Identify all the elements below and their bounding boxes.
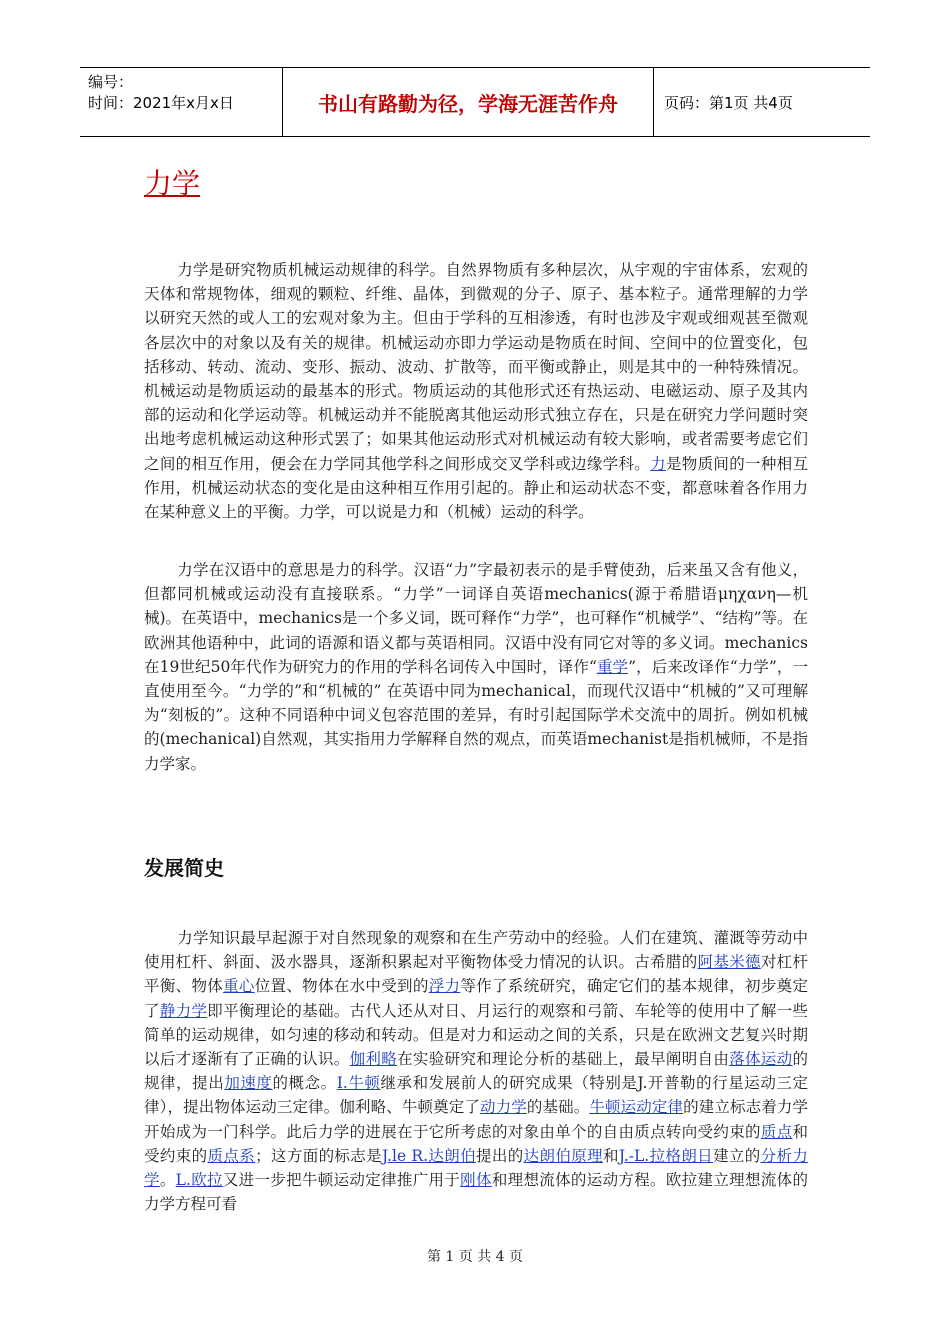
history-text: 和 — [602, 1146, 619, 1165]
header-page-label: 页码：第1页 共4页 — [664, 93, 793, 112]
page-footer: 第 1 页 共 4 页 — [426, 1249, 524, 1265]
history-text: 在实验研究和理论分析的基础上，最早阐明自由 — [397, 1050, 730, 1069]
history-text: 力学知识最早起源于对自然现象的观察和在生产劳动中的经验。人们在建筑、灌溉等劳动中使用杠杆、斜面、汲水器具，逐渐积累起对平衡物体受力情况的认识。古希腊的 — [144, 929, 808, 972]
history-text: 的建立标志着力学开始成为一门科学。此后力学的进展在于它所考虑的对象由单个的自由质点转向受约束的 — [144, 1098, 808, 1141]
link-center-of-gravity[interactable]: 重心 — [223, 977, 255, 996]
header-meta — [80, 68, 282, 136]
link-statics[interactable]: 静力学 — [159, 1001, 208, 1020]
intro-p2-text-a: 力学在汉语中的意思是力的科学。汉语“力”字最初表示的是手臂使劲，后来虽又含有他义，但都同机械或运动没有直接联系。“力学”一词译自英语mechanics(源于希腊语μηχανη—机械)。在英语中，mechanics是一个多义词，既可释作“力学”，也可释作“机械学”、“结构”等。在欧洲其他语种中，此词的语源和语义都与英语相同。汉语中没有同它对等的多义词。mechanics在19世纪50年代作为研究力的作用的学科名词传入中国时，译作“ — [144, 561, 808, 676]
link-analytical-mechanics[interactable]: 分析力学 — [144, 1146, 808, 1190]
link-galileo[interactable]: 伽利略 — [349, 1050, 398, 1069]
link-lagrange[interactable]: J.-L.拉格朗日 — [618, 1146, 714, 1165]
document-number-label: 编号： — [88, 73, 134, 91]
link-rigid-body[interactable]: 刚体 — [460, 1171, 492, 1190]
document-title[interactable]: 力学 — [144, 167, 201, 200]
history-text: 位置、物体在水中受到的 — [254, 977, 429, 996]
page-header — [80, 67, 870, 137]
intro-p1-text-a: 力学是研究物质机械运动规律的科学。自然界物质有多种层次，从宇观的宇宙体系，宏观的天体和常规物体，细观的颗粒、纤维、晶体，到微观的分子、原子、基本粒子。通常理解的力学以研究天然的或人工的宏观对象为主。但由于学科的互相渗透，有时也涉及宇观或细观甚至微观各层次中的对象以及有关的规律。机械运动亦即力学运动是物质在时间、空间中的位置变化，包括移动、转动、流动、变形、振动、波动、扩散等，而平衡或静止，则是其中的一种特殊情况。机械运动是物质运动的最基本的形式。物质运动的其他形式还有热运动、电磁运动、原子及其内部的运动和化学运动等。机械运动并不能脱离其他运动形式独立存在，只是在研究力学问题时突出地考虑机械运动这种形式罢了；如果其他运动形式对机械运动有较大影响，或者需要考虑它们之间的相互作用，便会在力学同其他学科之间形成交叉学科或边缘学科。 — [144, 261, 808, 473]
history-text: 和受约束的 — [144, 1122, 808, 1165]
history-text: 建立的 — [713, 1146, 761, 1165]
history-text: 的规律，提出 — [144, 1050, 808, 1093]
link-archimedes[interactable]: 阿基米德 — [697, 953, 761, 972]
history-text: 对杠杆平衡、物体 — [144, 953, 808, 996]
history-text: 。 — [159, 1171, 176, 1190]
link-buoyancy[interactable]: 浮力 — [428, 977, 461, 996]
link-euler[interactable]: L.欧拉 — [175, 1171, 223, 1190]
history-text: ；这方面的标志是 — [255, 1146, 383, 1165]
history-paragraph — [144, 926, 808, 1216]
history-text: 又进一步把牛顿运动定律推广用于 — [222, 1171, 461, 1190]
history-text: 等作了系统研究，确定它们的基本规律，初步奠定了 — [144, 977, 808, 1020]
history-text: 的概念。 — [272, 1074, 337, 1093]
link-dynamics[interactable]: 动力学 — [479, 1098, 527, 1117]
intro-paragraph-2 — [144, 558, 808, 776]
header-motto: 书山有路勤为径，学海无涯苦作舟 — [282, 68, 654, 136]
intro-p1-text-b: 是物质间的一种相互作用，机械运动状态的变化是由这种相互作用引起的。静止和运动状态不变，都意味着各作用力在某种意义上的平衡。力学，可以说是力和（机械）运动的科学。 — [144, 454, 808, 522]
link-newton[interactable]: I.牛顿 — [336, 1074, 381, 1093]
link-dalembert[interactable]: J.le R.达朗伯 — [382, 1146, 476, 1165]
intro-paragraph-1 — [144, 258, 808, 524]
link-dalembert-principle[interactable]: 达朗伯原理 — [523, 1146, 603, 1165]
history-text: 即平衡理论的基础。古代人还从对日、月运行的观察和弓箭、车轮等的使用中了解一些简单的运动规律，如匀速的移动和转动。但是对力和运动之间的关系，只是在欧洲文艺复兴时期以后才逐渐有了正确的认识。 — [144, 1001, 808, 1069]
link-newtons-laws[interactable]: 牛顿运动定律 — [589, 1098, 684, 1117]
link-particle[interactable]: 质点 — [760, 1122, 793, 1141]
section-heading-history: 发展简史 — [144, 856, 224, 880]
link-li[interactable]: 力 — [650, 454, 666, 473]
link-zhongxue[interactable]: 重学 — [596, 657, 629, 676]
history-text: 提出的 — [475, 1146, 524, 1165]
history-text: 和理想流体的运动方程。欧拉建立理想流体的力学方程可看 — [144, 1171, 808, 1214]
history-text: 继承和发展前人的研究成果（特别是J.开普勒的行星运动三定律），提出物体运动三定律。伽利略、牛顿奠定了 — [144, 1074, 808, 1117]
document-date-label: 时间：2021年x月x日 — [88, 94, 234, 112]
link-particle-system[interactable]: 质点系 — [207, 1146, 256, 1165]
history-text: 的基础。 — [526, 1098, 590, 1117]
link-free-fall[interactable]: 落体运动 — [729, 1050, 793, 1069]
intro-p2-text-b: ”，后来改译作“力学”，一直使用至今。“力学的”和“机械的” 在英语中同为mechanical，而现代汉语中“机械的”又可理解为“刻板的”。这种不同语种中词义包容范围的差异，有时引起国际学术交流中的周折。例如机械的(mechanical)自然观，其实指用力学解释自然的观点，而英语mechanist是指机械师，不是指力学家。 — [144, 657, 808, 773]
link-acceleration[interactable]: 加速度 — [224, 1074, 273, 1093]
